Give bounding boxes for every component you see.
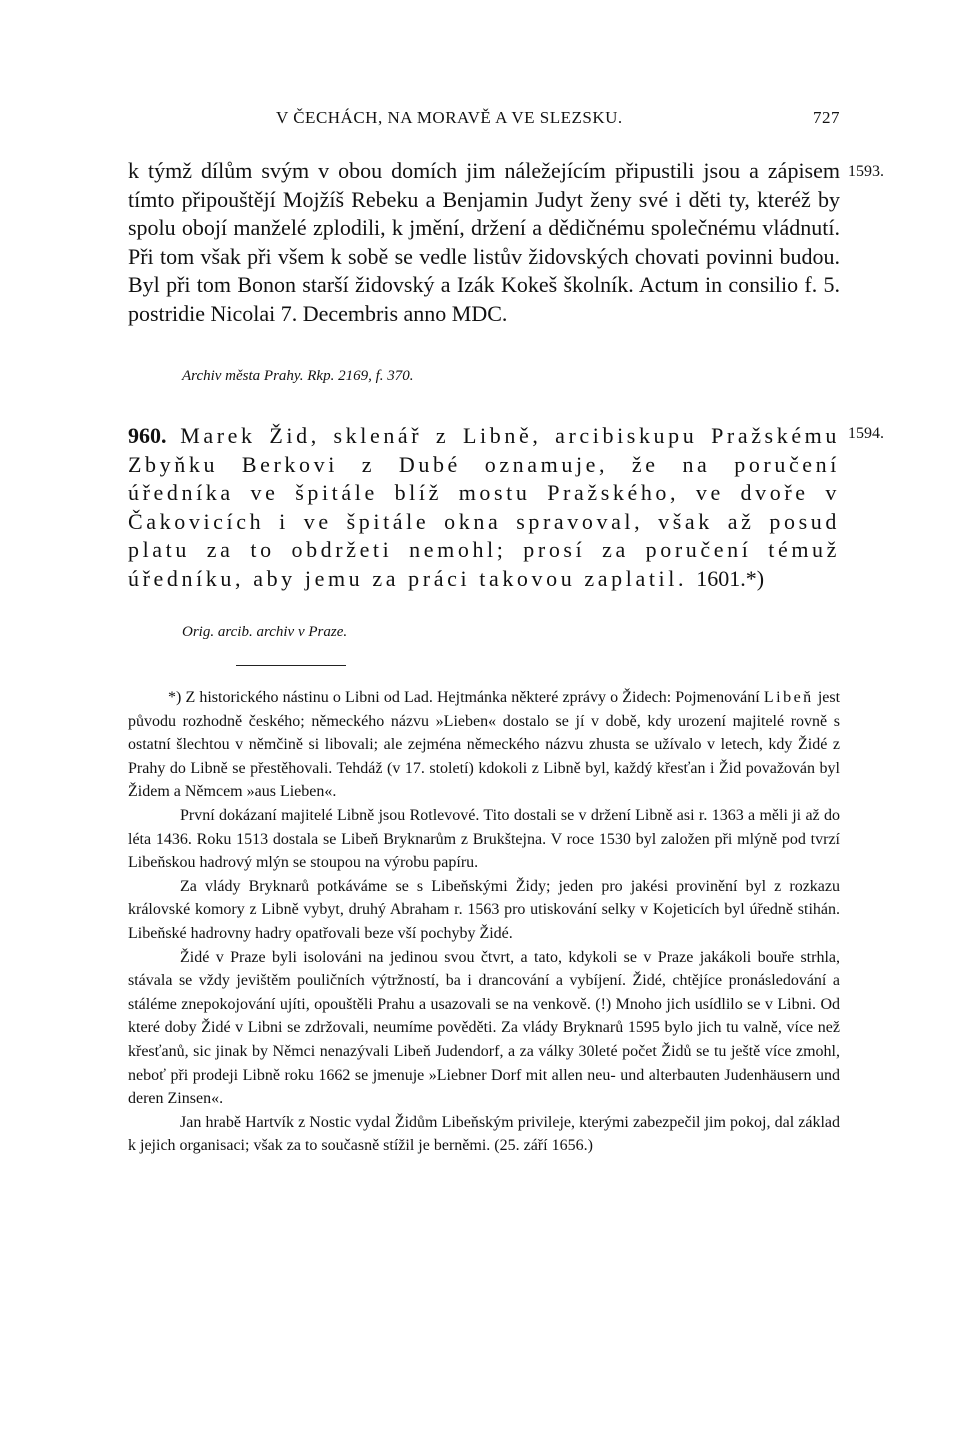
document-entry-959 [128, 157, 840, 329]
footnote-paragraph-1 [128, 686, 840, 804]
entry-960-number: 960. [128, 423, 167, 448]
entry-960-year: 1601.*) [696, 565, 765, 591]
entry-960-text: Marek Žid, sklenář z Libně, arcibiskupu Pražskému Zbyňku Berkovi z Dubé oznamuje, že na poručení úředníka ve špitále blíž mostu Pražského, ve dvoře v Čakovicích i ve špitále okna spravoval, však až posud platu za to obdržeti nemohl; prosí za poručení témuž úředníku, aby jemu za práci takovou zaplatil. [128, 423, 840, 591]
running-header [128, 108, 840, 138]
margin-year-1593: 1593. [848, 163, 884, 180]
footnote-paragraph-5: Jan hrabě Hartvík z Nostic vydal Židům Libeňským privileje, kterými zabezpečil jim pokoj, dal základ k jejich organisaci; však za to současně stížil je berněmi. (25. září 1656.) [128, 1113, 840, 1155]
entry-959-source: Archiv města Prahy. Rkp. 2169, f. 370. [182, 368, 414, 384]
document-entry-960 [128, 422, 840, 594]
margin-year-1594: 1594. [848, 425, 884, 442]
footnote-p1-spaced: Libeň [763, 689, 814, 706]
footnote-paragraph-3: Za vlády Bryknarů potkáváme se s Libeňskými Židy; jeden pro jakési provinění byl z rozkazu královské komory z Libně vybyt, druhý Abraham r. 1563 pro utiskování selky v Kojeticích byl úředně stihán. Libeňské hadrovny hadry opatřovali beze vší pochyby Židé. [128, 877, 840, 942]
entry-959-text: k týmž dílům svým v obou domích jim náležejícím připustili jsou a zápisem tímto připouštějí Mojžíš Rebeku a Benjamin Judyt ženy své i děti ty, kteréž by spolu obojí manželé zplodili, k jmění, držení a dědičnému společnému vládnutí. Při tom však při všem k sobě se vedle listův židovských chovati povinni budou. Byl při tom Bonon starší židovský a Izák Kokeš školník. Actum in consilio f. 5. postridie Nicolai 7. Decembris anno MDC. [128, 158, 840, 326]
running-title: V ČECHÁCH, NA MORAVĚ A VE SLEZSKU. [276, 108, 623, 127]
footnote-p1-part2: jest původu rozhodně českého; německého názvu »Lieben« dostalo se jí v době, kdy urození majitelé rovně s ostatní šlechtou v němčině si libovali; ale zejména německého názvu zhusta se užívalo v letech, kdy Židé z Prahy do Libně se přestěhovali. Tehdáž (v 17. století) kdokoli z Libně byl, každý křesťan i Žid považován byl Židem a Němcem »aus Lieben«. [128, 689, 841, 801]
footnote [128, 686, 840, 1158]
footnote-paragraph-4: Židé v Praze byli isolováni na jedinou svou čtvrt, a tato, kdykoli se v Praze jakákoli bouře strhla, stávala se vždy jevištěm pouličních výtržností, ba i drancování a vybíjení. Židé, chtějíce pronásledování a stáléme znepokojování ujíti, opouštěli Prahu a usazovali se na venkově. (!) Mnoho jich usídlilo se v Libni. Od které doby Židé v Libni se zdržovali, neumíme pověděti. Za vlády Bryknarů 1595 bylo jich tu valně, více než křesťanů, sic jinak by Němci nenazývali Libeň Judendorf, a za války 30leté počet Židů se tu ještě více zmohl, neboť při prodeji Libně roku 1662 se jmenuje »Liebner Dorf mit allen neu- und alterbauten Judenhäusern und deren Zinsen«. [128, 948, 840, 1108]
page-number: 727 [813, 108, 840, 127]
footnote-divider [236, 665, 346, 666]
entry-960-source: Orig. arcib. archiv v Praze. [182, 624, 348, 640]
footnote-paragraph-2: První dokázaní majitelé Libně jsou Rotlevové. Tito dostali se v držení Libně asi r. 1363 a měli ji až do léta 1436. Roku 1513 dostala se Libeň Bryknarům z Brukštejna. V roce 1530 byl založen při mlýně pod tvrzí Libeňskou hadrový mlýn se stoupou na výrobu papíru. [128, 806, 840, 872]
footnote-p1-part1: *) Z historického nástinu o Libni od Lad. Hejtmánka některé zprávy o Židech: Pojmenování [168, 689, 760, 706]
